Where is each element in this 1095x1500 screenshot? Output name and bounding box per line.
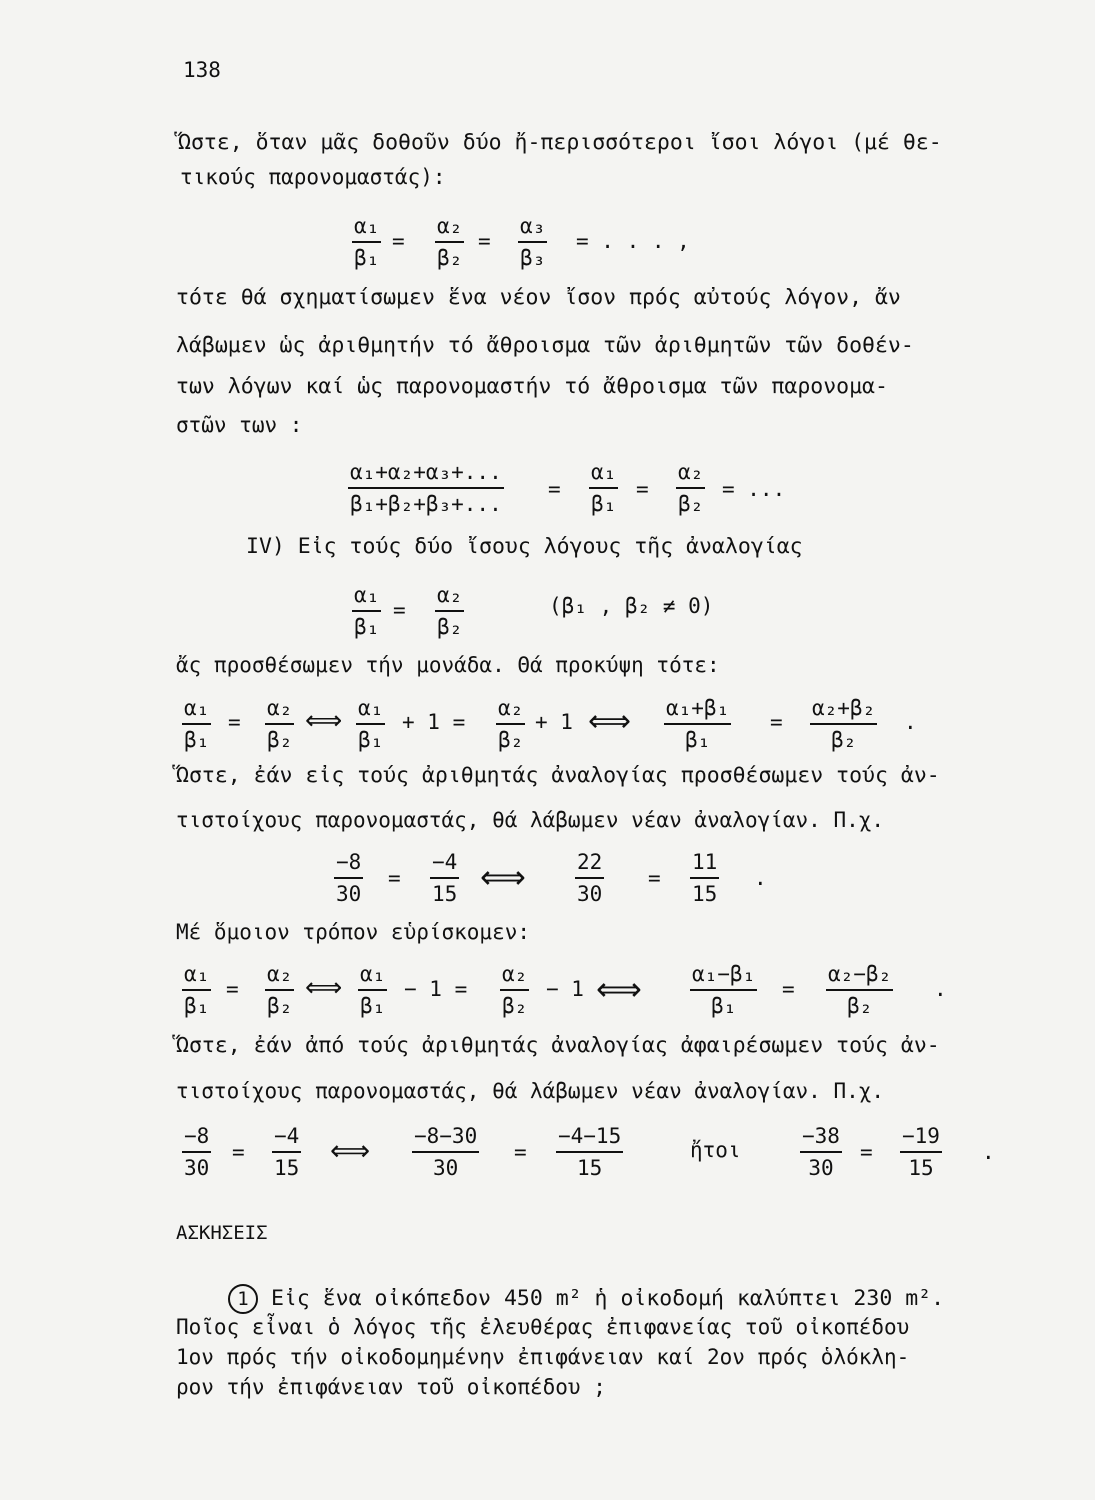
equals-sign: = (228, 710, 241, 734)
equals-sign: = (232, 1140, 245, 1164)
equals-sign: = (860, 1140, 873, 1164)
fraction (690, 962, 757, 1018)
numerator: α₃ (518, 214, 547, 243)
paragraph-4-line-2: τιστοίχους παρονομαστάς, θά λάβωμεν νέαν ἀναλογίαν. Π.χ. (176, 808, 885, 832)
fraction (500, 962, 529, 1018)
exercise-number-circle: 1 (228, 1284, 258, 1314)
numerator: α₂ (435, 214, 464, 243)
fraction (518, 214, 547, 270)
fraction (182, 962, 211, 1018)
numerator: 22 (575, 850, 604, 879)
fraction (664, 696, 731, 752)
denominator: β₁+β₂+β₃+... (350, 492, 502, 516)
equals-sign: = (393, 598, 406, 622)
paragraph-2-line-1: τότε θά σχηματίσωμεν ἕνα νέον ἴσον πρός αὐτούς λόγον, ἄν (176, 285, 901, 310)
denominator: β₃ (520, 246, 546, 270)
fraction (358, 962, 387, 1018)
equivalence-arrow: ⟺ (330, 1134, 371, 1167)
numerator: α₁−β₁ (690, 962, 757, 991)
fraction (556, 1124, 623, 1180)
numerator: α₁ (358, 962, 387, 991)
equals-sign: = (770, 710, 783, 734)
page-number: 138 (183, 58, 221, 82)
paragraph-4-line-1: Ὥστε, ἐάν εἰς τούς ἀριθμητάς ἀναλογίας προσθέσωμεν τούς ἀν- (176, 763, 940, 788)
numerator: α₁ (352, 214, 381, 243)
paragraph-6-line-1: Ὥστε, ἐάν ἀπό τούς ἀριθμητάς ἀναλογίας ἀφαιρέσωμεν τούς ἀν- (176, 1033, 940, 1058)
word-itoi: ἤτοι (690, 1138, 741, 1162)
numerator: −8 (182, 1124, 211, 1153)
exercise-1-text: Εἰς ἕνα οἰκόπεδον 450 m² ἡ οἰκοδομή καλύπτει 230 m². (270, 1286, 945, 1311)
fraction (265, 962, 294, 1018)
exercises-heading: ΑΣΚΗΣΕΙΣ (176, 1222, 268, 1244)
equals-sign: = (548, 477, 561, 501)
numerator: α₁ (589, 460, 618, 489)
numerator: α₂ (496, 696, 525, 725)
plus-one: + 1 (535, 710, 573, 734)
denominator: β₁ (684, 728, 711, 752)
numerator: α₂ (265, 696, 294, 725)
denominator: 30 (808, 1156, 834, 1180)
plus-one: + 1 = (402, 710, 466, 734)
numerator: α₁ (182, 696, 211, 725)
equals-sign: = (648, 866, 661, 890)
numerator: α₂ (676, 460, 705, 489)
period: . (904, 710, 917, 734)
paragraph-2-line-4: στῶν των : (176, 413, 303, 437)
fraction (265, 696, 294, 752)
equivalence-arrow: ⟺ (596, 970, 642, 1008)
section-4-title: IV) Εἰς τούς δύο ἴσους λόγους τῆς ἀναλογίας (246, 534, 803, 559)
denominator: β₁ (360, 994, 386, 1018)
denominator: β₁ (354, 615, 380, 639)
equals-sign: = (478, 229, 491, 253)
denominator: β₂ (267, 994, 293, 1018)
equals-sign: = (514, 1140, 527, 1164)
equals-sign: = (392, 229, 405, 253)
fraction (589, 460, 618, 516)
denominator: β₁ (358, 728, 384, 752)
ellipsis: = . . . , (576, 229, 690, 253)
equals-sign: = (636, 477, 649, 501)
fraction (435, 214, 464, 270)
numerator: 11 (690, 850, 719, 879)
numerator: α₂ (435, 583, 464, 612)
minus-one: − 1 (546, 977, 584, 1001)
fraction (496, 696, 525, 752)
numerator: α₁+β₁ (664, 696, 731, 725)
denominator: β₁ (184, 728, 210, 752)
denominator: 30 (432, 1156, 459, 1180)
numerator: −4 (430, 850, 459, 879)
denominator: β₂ (437, 615, 463, 639)
fraction (356, 696, 385, 752)
denominator: β₂ (498, 728, 524, 752)
numerator: α₂+β₂ (810, 696, 877, 725)
fraction (676, 460, 705, 516)
denominator: β₁ (591, 492, 617, 516)
denominator: β₂ (267, 728, 293, 752)
denominator: β₂ (502, 994, 528, 1018)
numerator: −8 (334, 850, 363, 879)
denominator: β₁ (710, 994, 737, 1018)
denominator: 30 (184, 1156, 210, 1180)
period: . (982, 1140, 995, 1164)
equals-sign: = (388, 866, 401, 890)
exercise-1-line-2: Ποῖος εἶναι ὁ λόγος τῆς ἐλευθέρας ἐπιφανείας τοῦ οἰκοπέδου (176, 1315, 910, 1339)
numerator: α₂ (500, 962, 529, 991)
paragraph-6-line-2: τιστοίχους παρονομαστάς, θά λάβωμεν νέαν ἀναλογίαν. Π.χ. (176, 1079, 885, 1103)
fraction (575, 850, 604, 906)
period: . (754, 866, 767, 890)
condition: (β₁ , β₂ ≠ 0) (549, 594, 714, 618)
denominator: 30 (577, 882, 603, 906)
denominator: β₂ (678, 492, 704, 516)
denominator: β₂ (437, 246, 463, 270)
period: . (934, 977, 947, 1001)
ellipsis: = ... (722, 477, 786, 501)
denominator: β₂ (846, 994, 873, 1018)
numerator: α₁ (356, 696, 385, 725)
fraction (182, 696, 211, 752)
numerator: −19 (900, 1124, 942, 1153)
fraction (412, 1124, 479, 1180)
exercise-1-line-1 (228, 1284, 944, 1314)
exercise-1-line-3: 1ον πρός τήν οἰκοδομημένην ἐπιφάνειαν καί 2ον πρός ὁλόκλη- (176, 1345, 910, 1369)
numerator: α₂ (265, 962, 294, 991)
denominator: β₁ (184, 994, 210, 1018)
exercise-1-line-4: ρον τήν ἐπιφάνειαν τοῦ οἰκοπέδου ; (176, 1375, 606, 1399)
paragraph-2-line-3: των λόγων καί ὡς παρονομαστήν τό ἄθροισμα τῶν παρονομα- (176, 374, 888, 399)
numerator: −38 (800, 1124, 842, 1153)
numerator: −4−15 (556, 1124, 623, 1153)
numerator: α₂−β₂ (826, 962, 893, 991)
fraction (900, 1124, 942, 1180)
fraction (800, 1124, 842, 1180)
denominator: 15 (274, 1156, 300, 1180)
equivalence-arrow: ⟺ (480, 858, 526, 896)
fraction (352, 214, 381, 270)
numerator: −8−30 (412, 1124, 479, 1153)
fraction (182, 1124, 211, 1180)
denominator: 15 (692, 882, 718, 906)
equivalence-arrow: ⟺ (305, 706, 343, 736)
fraction (435, 583, 464, 639)
fraction (690, 850, 719, 906)
paragraph-5-line-1: Μέ ὅμοιον τρόπον εὑρίσκομεν: (176, 920, 531, 944)
paragraph-1-line-1: Ὥστε, ὅταν μᾶς δοθοῦν δύο ἤ-περισσότεροι ἴσοι λόγοι (μέ θε- (178, 130, 942, 155)
equals-sign: = (782, 977, 795, 1001)
numerator: −4 (272, 1124, 301, 1153)
equals-sign: = (226, 977, 239, 1001)
fraction (826, 962, 893, 1018)
minus-one: − 1 = (404, 977, 468, 1001)
fraction (430, 850, 459, 906)
numerator: α₁+α₂+α₃+... (348, 460, 504, 489)
numerator: α₁ (352, 583, 381, 612)
paragraph-3-line-1: ἄς προσθέσωμεν τήν μονάδα. Θά προκύψη τότε: (176, 653, 720, 677)
equivalence-arrow: ⟺ (305, 973, 343, 1003)
paragraph-1-line-2: τικούς παρονομαστάς): (180, 165, 446, 189)
fraction (810, 696, 877, 752)
denominator: 15 (576, 1156, 603, 1180)
paragraph-2-line-2: λάβωμεν ὡς ἀριθμητήν τό ἄθροισμα τῶν ἀριθμητῶν τῶν δοθέν- (176, 333, 914, 358)
denominator: 30 (336, 882, 362, 906)
fraction (334, 850, 363, 906)
denominator: 15 (432, 882, 458, 906)
denominator: 15 (908, 1156, 934, 1180)
denominator: β₁ (354, 246, 380, 270)
equivalence-arrow: ⟺ (588, 704, 632, 739)
denominator: β₂ (830, 728, 857, 752)
fraction (272, 1124, 301, 1180)
fraction (352, 583, 381, 639)
sum-fraction (348, 460, 504, 516)
numerator: α₁ (182, 962, 211, 991)
